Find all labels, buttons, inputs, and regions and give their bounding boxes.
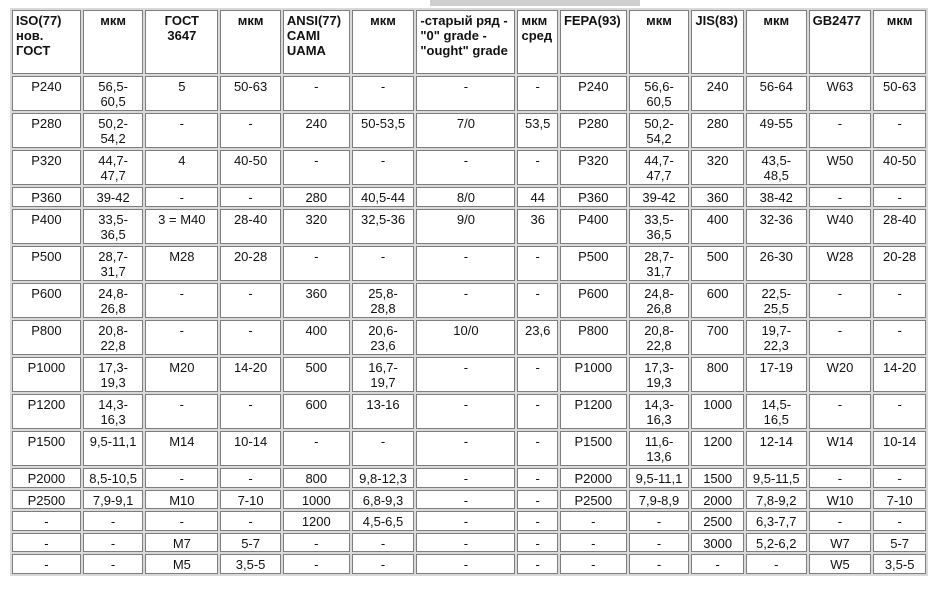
table-cell: 56,6-60,5 (629, 76, 690, 111)
table-row (12, 283, 926, 318)
table-cell: 7/0 (416, 113, 515, 148)
table-cell: - (145, 113, 218, 148)
column-header: -старый ряд -"0" grade -"ought" grade (416, 10, 515, 74)
table-cell: 3,5-5 (220, 554, 281, 574)
table-cell: 400 (691, 209, 744, 244)
table-cell: - (352, 76, 415, 111)
table-cell: P1200 (560, 394, 627, 429)
table-cell: P600 (12, 283, 81, 318)
table-cell: 26-30 (746, 246, 807, 281)
table-cell: 43,5-48,5 (746, 150, 807, 185)
table-cell: 39-42 (83, 187, 144, 207)
table-cell: 50,2-54,2 (629, 113, 690, 148)
table-cell: 7,9-8,9 (629, 490, 690, 510)
table-cell: P2500 (12, 490, 81, 510)
table-row (12, 394, 926, 429)
table-cell: 44,7-47,7 (83, 150, 144, 185)
table-cell: 14,5-16,5 (746, 394, 807, 429)
column-header: мкм (352, 10, 415, 74)
table-cell: 24,8-26,8 (629, 283, 690, 318)
table-cell: 600 (283, 394, 350, 429)
column-header: ISO(77) нов. ГОСТ (12, 10, 81, 74)
table-cell: 400 (283, 320, 350, 355)
table-cell: 600 (691, 283, 744, 318)
table-cell: 7-10 (220, 490, 281, 510)
table-cell: - (145, 320, 218, 355)
table-cell: - (517, 150, 557, 185)
table-cell: 1000 (283, 490, 350, 510)
table-cell: - (283, 150, 350, 185)
table-cell: 17-19 (746, 357, 807, 392)
table-cell: 44 (517, 187, 557, 207)
table-cell: - (517, 394, 557, 429)
table-row (12, 431, 926, 466)
table-cell: - (283, 246, 350, 281)
table-cell: - (809, 283, 872, 318)
table-cell: W14 (809, 431, 872, 466)
table-cell: - (12, 533, 81, 553)
table-cell: - (517, 431, 557, 466)
table-cell: M28 (145, 246, 218, 281)
table-cell: 5-7 (873, 533, 926, 553)
table-cell: 50-63 (873, 76, 926, 111)
table-cell: P500 (560, 246, 627, 281)
table-cell: - (691, 554, 744, 574)
table-cell: 1000 (691, 394, 744, 429)
table-cell: - (145, 511, 218, 531)
table-cell: P1500 (12, 431, 81, 466)
table-cell: - (220, 187, 281, 207)
table-cell: P1500 (560, 431, 627, 466)
column-header: GB2477 (809, 10, 872, 74)
table-cell: 5,2-6,2 (746, 533, 807, 553)
table-cell: - (12, 554, 81, 574)
table-cell: - (873, 511, 926, 531)
table-cell: 6,3-7,7 (746, 511, 807, 531)
table-header (12, 10, 926, 74)
table-cell: P2000 (12, 468, 81, 488)
table-cell: 280 (283, 187, 350, 207)
table-cell: 10-14 (220, 431, 281, 466)
table-cell: 50-63 (220, 76, 281, 111)
table-row (12, 76, 926, 111)
header-row (12, 10, 926, 74)
column-header: мкм (220, 10, 281, 74)
table-cell: - (517, 468, 557, 488)
table-cell: - (283, 76, 350, 111)
table-cell: - (560, 533, 627, 553)
table-cell: - (220, 511, 281, 531)
table-cell: P320 (560, 150, 627, 185)
table-cell: W40 (809, 209, 872, 244)
table-cell: - (283, 533, 350, 553)
table-cell: 23,6 (517, 320, 557, 355)
table-cell: 40-50 (220, 150, 281, 185)
table-cell: - (873, 320, 926, 355)
table-cell: P800 (12, 320, 81, 355)
table-cell: - (352, 246, 415, 281)
column-header: мкм (83, 10, 144, 74)
table-cell: - (809, 113, 872, 148)
table-cell: - (283, 554, 350, 574)
table-cell: 800 (691, 357, 744, 392)
table-cell: - (809, 187, 872, 207)
table-cell: 7,9-9,1 (83, 490, 144, 510)
column-header: мкм сред (517, 10, 557, 74)
table-cell: W7 (809, 533, 872, 553)
table-cell: - (629, 533, 690, 553)
table-cell: W50 (809, 150, 872, 185)
table-row (12, 468, 926, 488)
table-cell: - (220, 113, 281, 148)
table-row (12, 490, 926, 510)
table-cell: 8/0 (416, 187, 515, 207)
table-cell: 9/0 (416, 209, 515, 244)
table-cell: W28 (809, 246, 872, 281)
column-header: мкм (873, 10, 926, 74)
table-cell: P1000 (12, 357, 81, 392)
table-cell: 17,3-19,3 (629, 357, 690, 392)
table-cell: 40-50 (873, 150, 926, 185)
table-cell: P240 (12, 76, 81, 111)
table-cell: - (352, 554, 415, 574)
table-cell: 20,8-22,8 (629, 320, 690, 355)
table-row (12, 511, 926, 531)
table-cell: 5-7 (220, 533, 281, 553)
table-body (12, 76, 926, 574)
table-cell: - (873, 468, 926, 488)
table-cell: M20 (145, 357, 218, 392)
table-cell: - (83, 533, 144, 553)
column-header: FEPA(93) (560, 10, 627, 74)
table-cell: - (83, 554, 144, 574)
table-cell: W10 (809, 490, 872, 510)
table-cell: 3 = M40 (145, 209, 218, 244)
table-cell: - (517, 511, 557, 531)
table-cell: 40,5-44 (352, 187, 415, 207)
table-cell: 1200 (691, 431, 744, 466)
table-cell: - (629, 511, 690, 531)
table-cell: - (746, 554, 807, 574)
table-cell: 20-28 (220, 246, 281, 281)
table-cell: 800 (283, 468, 350, 488)
table-cell: - (517, 246, 557, 281)
table-cell: 20-28 (873, 246, 926, 281)
table-cell: P400 (560, 209, 627, 244)
table-cell: 19,7-22,3 (746, 320, 807, 355)
table-cell: - (517, 554, 557, 574)
table-cell: 56-64 (746, 76, 807, 111)
table-cell: P400 (12, 209, 81, 244)
table-cell: - (560, 554, 627, 574)
table-cell: 32-36 (746, 209, 807, 244)
table-row (12, 357, 926, 392)
table-cell: P2000 (560, 468, 627, 488)
table-cell: - (416, 76, 515, 111)
table-cell: 4,5-6,5 (352, 511, 415, 531)
table-cell: 39-42 (629, 187, 690, 207)
table-cell: - (145, 283, 218, 318)
table-cell: - (352, 150, 415, 185)
table-cell: - (517, 283, 557, 318)
table-cell: 24,8-26,8 (83, 283, 144, 318)
table-cell: - (12, 511, 81, 531)
table-cell: - (416, 283, 515, 318)
table-cell: 500 (283, 357, 350, 392)
table-row (12, 554, 926, 574)
table-cell: 360 (283, 283, 350, 318)
table-cell: 22,5-25,5 (746, 283, 807, 318)
table-cell: - (560, 511, 627, 531)
table-cell: P800 (560, 320, 627, 355)
table-cell: 5 (145, 76, 218, 111)
table-cell: - (83, 511, 144, 531)
table-cell: 53,5 (517, 113, 557, 148)
table-cell: 44,7-47,7 (629, 150, 690, 185)
table-cell: 49-55 (746, 113, 807, 148)
table-cell: P360 (12, 187, 81, 207)
table-cell: 1200 (283, 511, 350, 531)
table-cell: - (809, 394, 872, 429)
table-cell: 28-40 (873, 209, 926, 244)
table-cell: 50,2-54,2 (83, 113, 144, 148)
table-cell: 14,3-16,3 (83, 394, 144, 429)
table-cell: 16,7-19,7 (352, 357, 415, 392)
table-cell: - (517, 357, 557, 392)
table-cell: - (416, 511, 515, 531)
table-cell: 8,5-10,5 (83, 468, 144, 488)
table-cell: P360 (560, 187, 627, 207)
table-cell: 11,6-13,6 (629, 431, 690, 466)
table-row (12, 209, 926, 244)
table-cell: P600 (560, 283, 627, 318)
table-cell: 9,5-11,1 (629, 468, 690, 488)
table-cell: - (352, 533, 415, 553)
table-cell: 6,8-9,3 (352, 490, 415, 510)
table-cell: M7 (145, 533, 218, 553)
table-cell: 56,5-60,5 (83, 76, 144, 111)
table-cell: - (220, 320, 281, 355)
table-cell: - (873, 113, 926, 148)
table-cell: P280 (12, 113, 81, 148)
table-row (12, 246, 926, 281)
table-cell: P280 (560, 113, 627, 148)
table-cell: 320 (691, 150, 744, 185)
table-cell: 33,5-36,5 (629, 209, 690, 244)
table-cell: - (416, 394, 515, 429)
table-cell: 9,5-11,5 (746, 468, 807, 488)
table-cell: - (220, 394, 281, 429)
table-cell: M14 (145, 431, 218, 466)
table-cell: P500 (12, 246, 81, 281)
table-cell: - (629, 554, 690, 574)
table-cell: W5 (809, 554, 872, 574)
table-cell: P320 (12, 150, 81, 185)
table-cell: - (517, 533, 557, 553)
table-cell: 12-14 (746, 431, 807, 466)
table-cell: 20,6-23,6 (352, 320, 415, 355)
table-cell: - (416, 533, 515, 553)
grit-comparison-table (10, 8, 928, 576)
table-row (12, 187, 926, 207)
table-cell: 50-53,5 (352, 113, 415, 148)
table-cell: 1500 (691, 468, 744, 488)
table-cell: - (809, 320, 872, 355)
table-cell: 9,8-12,3 (352, 468, 415, 488)
table-cell: - (416, 490, 515, 510)
table-cell: 7-10 (873, 490, 926, 510)
table-cell: 17,3-19,3 (83, 357, 144, 392)
top-decoration (430, 0, 640, 6)
table-cell: W20 (809, 357, 872, 392)
column-header: мкм (629, 10, 690, 74)
table-cell: - (145, 468, 218, 488)
table-cell: 240 (691, 76, 744, 111)
table-row (12, 113, 926, 148)
table-cell: - (873, 394, 926, 429)
table-cell: - (416, 468, 515, 488)
table-cell: P2500 (560, 490, 627, 510)
table-cell: 7,8-9,2 (746, 490, 807, 510)
table-cell: 2000 (691, 490, 744, 510)
table-cell: - (873, 187, 926, 207)
table-cell: 25,8-28,8 (352, 283, 415, 318)
table-cell: 4 (145, 150, 218, 185)
table-cell: 2500 (691, 511, 744, 531)
table-cell: - (352, 431, 415, 466)
table-cell: 700 (691, 320, 744, 355)
table-cell: - (873, 283, 926, 318)
table-cell: 320 (283, 209, 350, 244)
table-cell: 280 (691, 113, 744, 148)
table-cell: - (220, 468, 281, 488)
table-cell: - (416, 554, 515, 574)
table-cell: 500 (691, 246, 744, 281)
table-cell: - (809, 511, 872, 531)
table-cell: - (145, 394, 218, 429)
table-cell: 10-14 (873, 431, 926, 466)
table-cell: - (416, 357, 515, 392)
column-header: ГОСТ 3647 (145, 10, 218, 74)
table-cell: 14-20 (220, 357, 281, 392)
table-cell: 3,5-5 (873, 554, 926, 574)
table-cell: - (517, 76, 557, 111)
table-cell: M10 (145, 490, 218, 510)
table-cell: - (283, 431, 350, 466)
table-cell: 20,8-22,8 (83, 320, 144, 355)
table-cell: 9,5-11,1 (83, 431, 144, 466)
table-cell: 13-16 (352, 394, 415, 429)
table-cell: 32,5-36 (352, 209, 415, 244)
table-row (12, 150, 926, 185)
table-cell: 240 (283, 113, 350, 148)
table-cell: - (809, 468, 872, 488)
table-cell: 28,7-31,7 (83, 246, 144, 281)
column-header: мкм (746, 10, 807, 74)
table-cell: - (145, 187, 218, 207)
table-cell: M5 (145, 554, 218, 574)
table-cell: 28-40 (220, 209, 281, 244)
table-cell: 33,5-36,5 (83, 209, 144, 244)
table-row (12, 533, 926, 553)
table-row (12, 320, 926, 355)
table-cell: 10/0 (416, 320, 515, 355)
column-header: JIS(83) (691, 10, 744, 74)
column-header: ANSI(77) CAMI UAMA (283, 10, 350, 74)
table-cell: 36 (517, 209, 557, 244)
table-cell: - (220, 283, 281, 318)
table-cell: 38-42 (746, 187, 807, 207)
table-cell: P240 (560, 76, 627, 111)
table-cell: 28,7-31,7 (629, 246, 690, 281)
table-cell: P1200 (12, 394, 81, 429)
table-cell: 360 (691, 187, 744, 207)
table-cell: 14-20 (873, 357, 926, 392)
table-cell: 3000 (691, 533, 744, 553)
table-cell: - (416, 150, 515, 185)
table-cell: P1000 (560, 357, 627, 392)
table-cell: W63 (809, 76, 872, 111)
table-cell: - (416, 431, 515, 466)
table-cell: 14,3-16,3 (629, 394, 690, 429)
table-cell: - (517, 490, 557, 510)
table-cell: - (416, 246, 515, 281)
